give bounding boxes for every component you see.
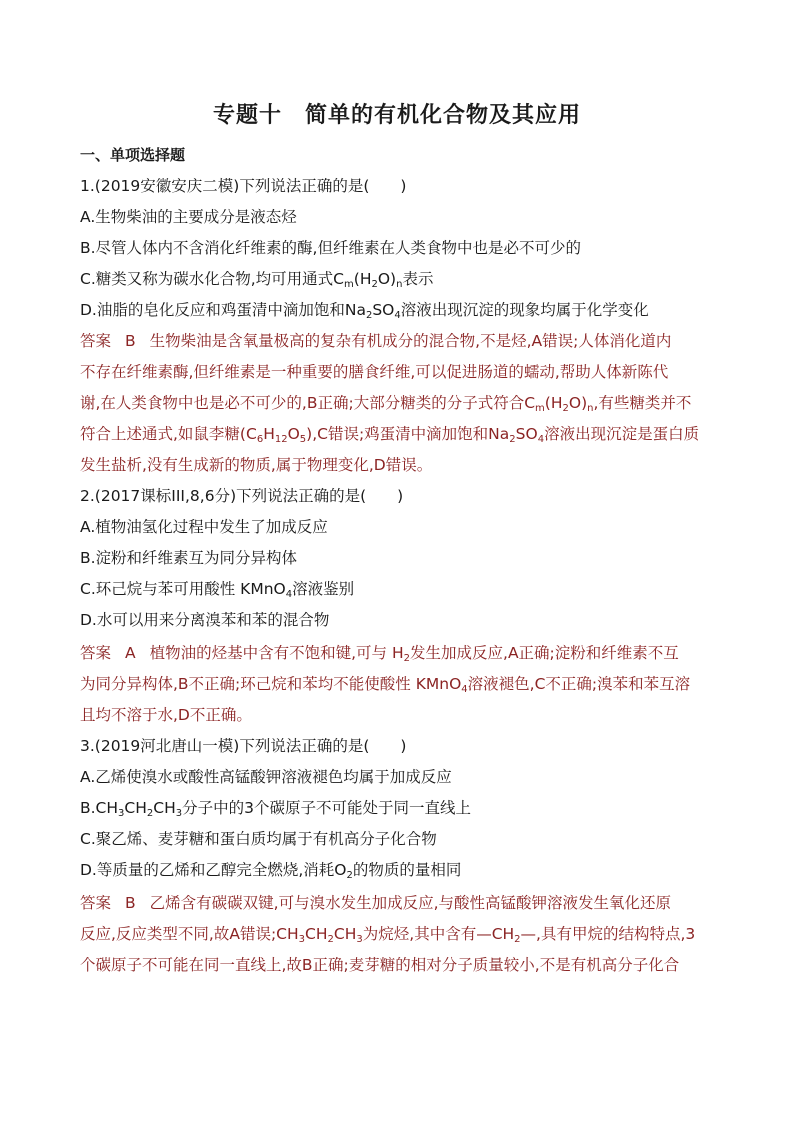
q3-answer-line-1: 答案 B 乙烯含有碳碳双键,可与溴水发生加成反应,与酸性高锰酸钾溶液发生氧化还原: [80, 894, 672, 912]
answer-label: 答案: [80, 894, 112, 912]
q2-option-c: C.环己烷与苯可用酸性 KMnO$_4$溶液鉴别: [80, 580, 355, 600]
q1-option-b: B.尽管人体内不含消化纤维素的酶,但纤维素在人类食物中也是必不可少的: [80, 239, 581, 257]
q1-answer-line-4: 符合上述通式,如鼠李糖$(C_6H_{12}O_5),C$错误;鸡蛋清中滴加饱和$Na_2SO_4$溶液出现沉淀是蛋白质: [80, 425, 700, 445]
q3-stem: 3.(2019河北唐山一模)下列说法正确的是( ): [80, 737, 407, 755]
q3-option-d: D.等质量的乙烯和乙醇完全燃烧,消耗$O_2$的物质的量相同: [80, 861, 462, 881]
q3-option-b: $B.CH_3CH_2CH_3$分子中的3个碳原子不可能处于同一直线上: [80, 799, 472, 819]
q1-option-d: D.油脂的皂化反应和鸡蛋清中滴加饱和$Na_2SO_4$溶液出现沉淀的现象均属于化学变化: [80, 301, 649, 321]
q3-answer-line-2: 反应,反应类型不同,故A错误$;CH_3CH_2CH_3$为烷烃,其中含有$—CH_2—$,具有甲烷的结构特点,3: [80, 925, 696, 945]
answer-option: A: [125, 644, 136, 662]
q1-answer-line-1: 答案 B 生物柴油是含氧量极高的复杂有机成分的混合物,不是烃,A错误;人体消化道内: [80, 332, 672, 350]
q1-answer-line-3: 谢,在人类食物中也是必不可少的,B正确;大部分糖类的分子式符合$C_m(H_2O)_n$,有些糖类并不: [80, 394, 692, 414]
q2-option-a: A.植物油氢化过程中发生了加成反应: [80, 518, 328, 536]
q3-answer-line-3: 个碳原子不可能在同一直线上,故B正确;麦芽糖的相对分子质量较小,不是有机高分子化合: [80, 956, 680, 974]
answer-option: B: [125, 894, 136, 912]
q2-option-b: B.淀粉和纤维素互为同分异构体: [80, 549, 298, 567]
q2-answer-line-1: 答案 A 植物油的烃基中含有不饱和键,可与 $H_2$发生加成反应,A正确;淀粉和纤维素不互: [80, 644, 679, 664]
q2-answer-line-2: 为同分异构体,B不正确;环己烷和苯均不能使酸性 KMnO$_4$溶液褪色,C不正确;溴苯和苯互溶: [80, 675, 691, 695]
q1-option-a: A.生物柴油的主要成分是液态烃: [80, 208, 297, 226]
section-heading: 一、单项选择题: [80, 146, 186, 164]
q1-stem: 1.(2019安徽安庆二模)下列说法正确的是( ): [80, 177, 407, 195]
q3-option-c: C.聚乙烯、麦芽糖和蛋白质均属于有机高分子化合物: [80, 830, 437, 848]
q1-answer-line-5: 发生盐析,没有生成新的物质,属于物理变化,D错误。: [80, 456, 433, 474]
answer-label: 答案: [80, 332, 112, 350]
q1-option-c: C.糖类又称为碳水化合物,均可用通式$C_m(H_2O)_n$表示: [80, 270, 434, 290]
q2-option-d: D.水可以用来分离溴苯和苯的混合物: [80, 611, 330, 629]
q1-answer-line-2: 不存在纤维素酶,但纤维素是一种重要的膳食纤维,可以促进肠道的蠕动,帮助人体新陈代: [80, 363, 669, 381]
q2-stem: 2.(2017课标III,8,6分)下列说法正确的是( ): [80, 487, 404, 505]
answer-option: B: [125, 332, 136, 350]
q3-option-a: A.乙烯使溴水或酸性高锰酸钾溶液褪色均属于加成反应: [80, 768, 452, 786]
answer-label: 答案: [80, 644, 112, 662]
q2-answer-line-3: 且均不溶于水,D不正确。: [80, 706, 252, 724]
page-title: 专题十 简单的有机化合物及其应用: [212, 103, 581, 128]
